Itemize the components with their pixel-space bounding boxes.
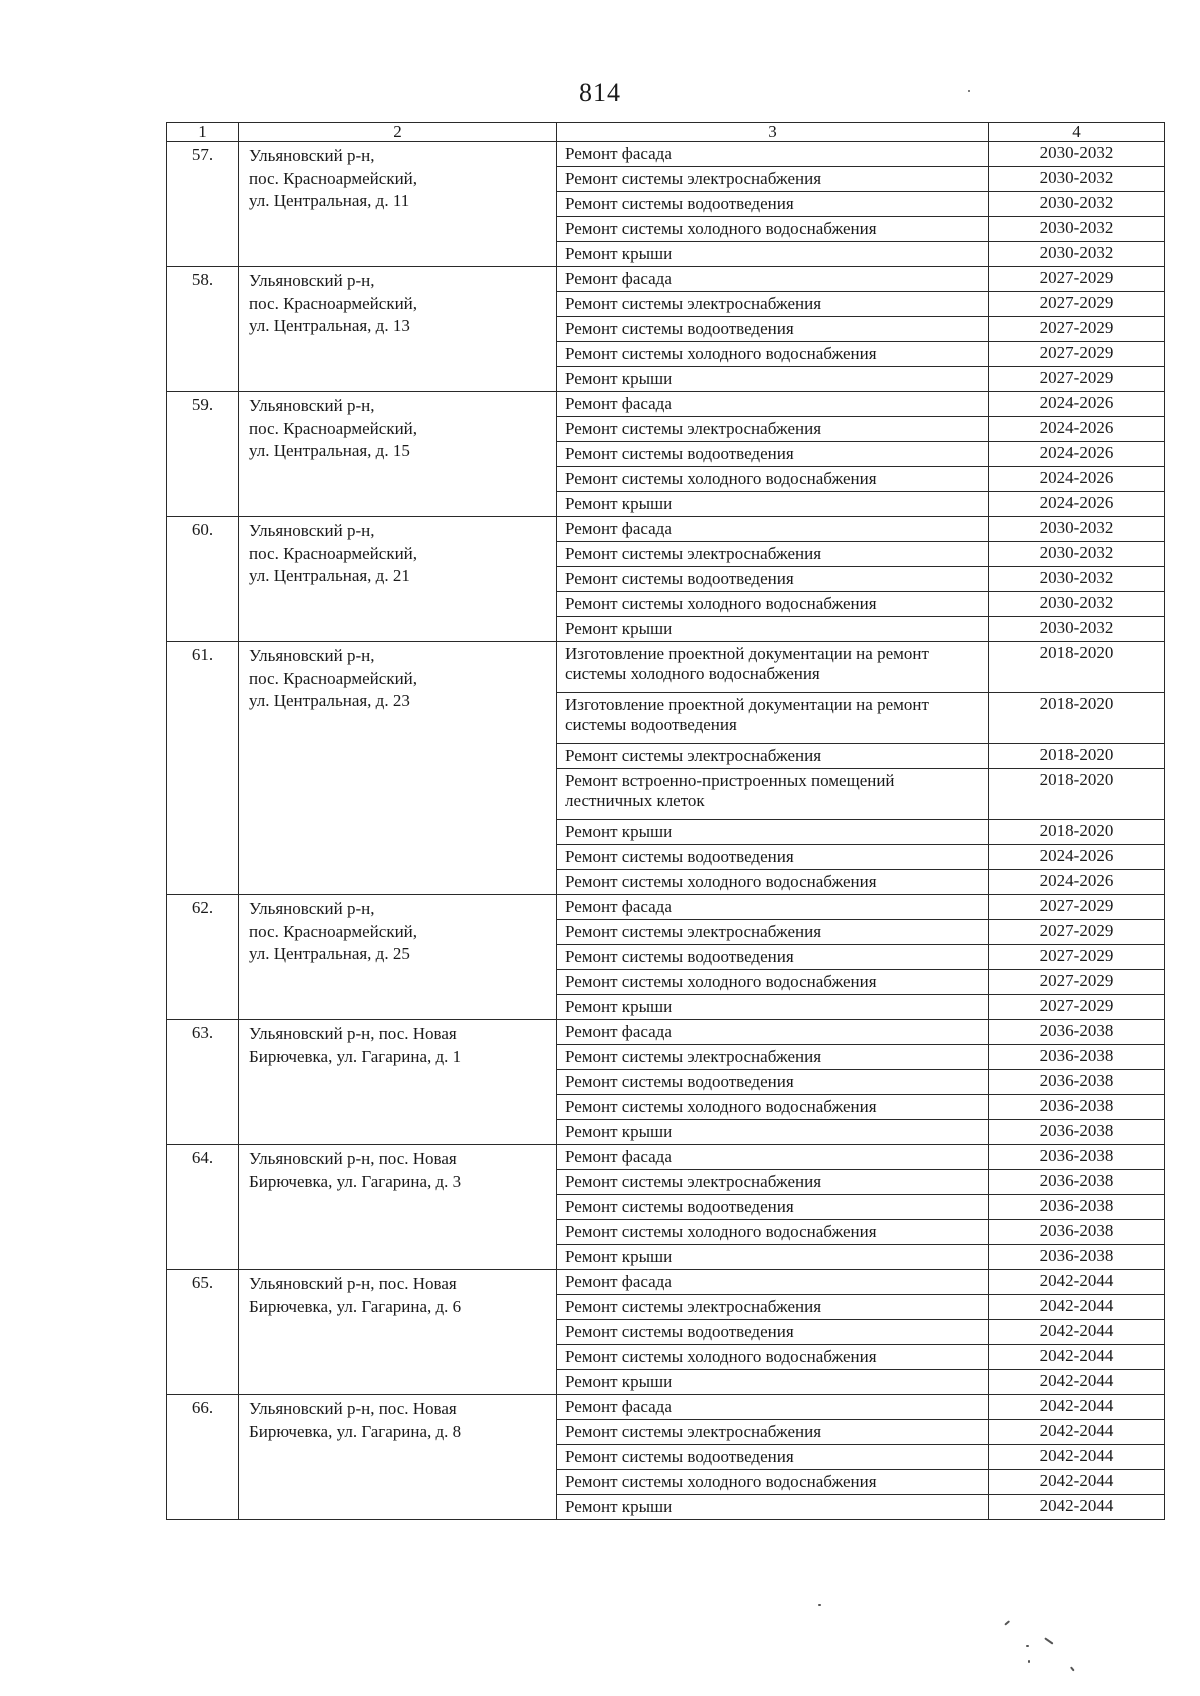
work-type: Ремонт системы холодного водоснабжения — [557, 1220, 989, 1245]
scan-speck — [968, 90, 970, 92]
repair-period: 2042-2044 — [989, 1270, 1165, 1295]
work-type: Ремонт фасада — [557, 1395, 989, 1420]
repair-period: 2024-2026 — [989, 417, 1165, 442]
repair-period: 2036-2038 — [989, 1145, 1165, 1170]
address-line: пос. Красноармейский, — [249, 168, 418, 188]
work-type: Ремонт системы холодного водоснабжения — [557, 342, 989, 367]
address-cell — [239, 895, 557, 1020]
work-type: Ремонт системы электроснабжения — [557, 1170, 989, 1195]
repair-period: 2042-2044 — [989, 1370, 1165, 1395]
table-row — [167, 267, 1165, 292]
repair-period: 2036-2038 — [989, 1020, 1165, 1045]
work-type: Ремонт крыши — [557, 1245, 989, 1270]
work-type: Ремонт системы электроснабжения — [557, 1045, 989, 1070]
address-line: Ульяновский р-н, пос. Новая — [249, 1399, 457, 1418]
repair-period: 2024-2026 — [989, 442, 1165, 467]
work-type: Ремонт фасада — [557, 267, 989, 292]
work-type: Ремонт системы водоотведения — [557, 192, 989, 217]
address-line: Ульяновский р-н, пос. Новая — [249, 1274, 457, 1293]
repair-period: 2027-2029 — [989, 317, 1165, 342]
repair-period: 2042-2044 — [989, 1345, 1165, 1370]
repair-period: 2036-2038 — [989, 1220, 1165, 1245]
item-number: 60. — [167, 517, 239, 642]
work-type: Ремонт системы электроснабжения — [557, 417, 989, 442]
work-type: Ремонт системы холодного водоснабжения — [557, 217, 989, 242]
address-line: Ульяновский р-н, — [249, 899, 375, 918]
repair-period: 2036-2038 — [989, 1070, 1165, 1095]
repair-period: 2036-2038 — [989, 1045, 1165, 1070]
address-line: ул. Центральная, д. 13 — [249, 316, 410, 335]
repair-period: 2042-2044 — [989, 1420, 1165, 1445]
work-type: Ремонт системы электроснабжения — [557, 542, 989, 567]
work-type: Ремонт системы водоотведения — [557, 567, 989, 592]
work-type: Ремонт крыши — [557, 367, 989, 392]
work-type: Ремонт фасада — [557, 1020, 989, 1045]
repair-period: 2024-2026 — [989, 870, 1165, 895]
work-type: Ремонт фасада — [557, 895, 989, 920]
scan-speck — [1070, 1666, 1074, 1671]
repair-period: 2030-2032 — [989, 142, 1165, 167]
work-type: Ремонт системы холодного водоснабжения — [557, 1470, 989, 1495]
address-cell — [239, 1395, 557, 1520]
scan-speck — [1026, 1645, 1029, 1647]
work-type: Ремонт системы электроснабжения — [557, 744, 989, 769]
work-type: Ремонт системы электроснабжения — [557, 167, 989, 192]
address-cell — [239, 642, 557, 895]
work-type: Ремонт системы водоотведения — [557, 1195, 989, 1220]
work-type: Ремонт фасада — [557, 142, 989, 167]
repair-period: 2042-2044 — [989, 1295, 1165, 1320]
work-type: Ремонт фасада — [557, 517, 989, 542]
item-number: 66. — [167, 1395, 239, 1520]
work-type: Изготовление проектной документации на ремонт системы холодного водоснабжения — [557, 642, 989, 693]
item-number: 65. — [167, 1270, 239, 1395]
repair-period: 2042-2044 — [989, 1395, 1165, 1420]
work-type: Ремонт крыши — [557, 242, 989, 267]
header-row — [167, 123, 1165, 142]
item-number: 63. — [167, 1020, 239, 1145]
address-cell — [239, 1270, 557, 1395]
work-type: Ремонт фасада — [557, 1145, 989, 1170]
table-row — [167, 142, 1165, 167]
table-row — [167, 517, 1165, 542]
repair-period: 2027-2029 — [989, 970, 1165, 995]
work-type: Ремонт крыши — [557, 1120, 989, 1145]
address-line: пос. Красноармейский, — [249, 543, 418, 563]
repair-period: 2018-2020 — [989, 820, 1165, 845]
repair-period: 2024-2026 — [989, 392, 1165, 417]
work-type: Ремонт крыши — [557, 1495, 989, 1520]
address-line: ул. Центральная, д. 23 — [249, 691, 410, 710]
repair-period: 2030-2032 — [989, 592, 1165, 617]
address-line: пос. Красноармейский, — [249, 921, 418, 941]
repair-period: 2027-2029 — [989, 267, 1165, 292]
address-line: Бирючевка, ул. Гагарина, д. 1 — [249, 1046, 462, 1066]
item-number: 62. — [167, 895, 239, 1020]
work-type: Ремонт системы водоотведения — [557, 1070, 989, 1095]
header-col-2: 2 — [239, 123, 557, 142]
address-cell — [239, 267, 557, 392]
address-line: Бирючевка, ул. Гагарина, д. 3 — [249, 1171, 462, 1191]
address-line: Ульяновский р-н, — [249, 271, 375, 290]
repair-period: 2018-2020 — [989, 693, 1165, 744]
address-cell — [239, 517, 557, 642]
work-type: Ремонт системы холодного водоснабжения — [557, 1095, 989, 1120]
work-type: Ремонт системы электроснабжения — [557, 1295, 989, 1320]
address-line: Ульяновский р-н, пос. Новая — [249, 1149, 457, 1168]
repair-period: 2042-2044 — [989, 1495, 1165, 1520]
address-cell — [239, 1145, 557, 1270]
work-type: Ремонт системы холодного водоснабжения — [557, 592, 989, 617]
repair-schedule-table — [166, 122, 1165, 1520]
work-type: Изготовление проектной документации на ремонт системы водоотведения — [557, 693, 989, 744]
item-number: 58. — [167, 267, 239, 392]
address-line: Ульяновский р-н, пос. Новая — [249, 1024, 457, 1043]
work-type: Ремонт системы холодного водоснабжения — [557, 870, 989, 895]
address-cell — [239, 142, 557, 267]
work-type: Ремонт встроенно-пристроенных помещений лестничных клеток — [557, 769, 989, 820]
repair-period: 2030-2032 — [989, 567, 1165, 592]
address-line: пос. Красноармейский, — [249, 418, 418, 438]
address-line: ул. Центральная, д. 25 — [249, 944, 410, 963]
repair-period: 2036-2038 — [989, 1195, 1165, 1220]
work-type: Ремонт системы электроснабжения — [557, 292, 989, 317]
table-row — [167, 1145, 1165, 1170]
work-type: Ремонт крыши — [557, 617, 989, 642]
repair-period: 2030-2032 — [989, 242, 1165, 267]
work-type: Ремонт крыши — [557, 820, 989, 845]
address-line: ул. Центральная, д. 11 — [249, 191, 410, 210]
address-line: пос. Красноармейский, — [249, 293, 418, 313]
scan-speck — [818, 1604, 821, 1606]
repair-period: 2018-2020 — [989, 642, 1165, 693]
repair-period: 2030-2032 — [989, 167, 1165, 192]
work-type: Ремонт системы водоотведения — [557, 317, 989, 342]
work-type: Ремонт системы холодного водоснабжения — [557, 970, 989, 995]
table-row — [167, 642, 1165, 693]
address-line: Ульяновский р-н, — [249, 646, 375, 665]
item-number: 59. — [167, 392, 239, 517]
address-line: ул. Центральная, д. 15 — [249, 441, 410, 460]
address-line: Ульяновский р-н, — [249, 521, 375, 540]
table-row — [167, 895, 1165, 920]
address-line: Бирючевка, ул. Гагарина, д. 6 — [249, 1296, 462, 1316]
table-row — [167, 1270, 1165, 1295]
repair-period: 2036-2038 — [989, 1170, 1165, 1195]
repair-period: 2024-2026 — [989, 492, 1165, 517]
repair-period: 2042-2044 — [989, 1470, 1165, 1495]
work-type: Ремонт системы водоотведения — [557, 1445, 989, 1470]
repair-period: 2027-2029 — [989, 367, 1165, 392]
repair-period: 2030-2032 — [989, 217, 1165, 242]
address-line: Бирючевка, ул. Гагарина, д. 8 — [249, 1421, 462, 1441]
repair-period: 2042-2044 — [989, 1320, 1165, 1345]
repair-period: 2036-2038 — [989, 1245, 1165, 1270]
address-line: Ульяновский р-н, — [249, 146, 375, 165]
repair-period: 2027-2029 — [989, 995, 1165, 1020]
header-col-1: 1 — [167, 123, 239, 142]
work-type: Ремонт системы водоотведения — [557, 845, 989, 870]
work-type: Ремонт системы водоотведения — [557, 1320, 989, 1345]
repair-period: 2018-2020 — [989, 769, 1165, 820]
work-type: Ремонт фасада — [557, 392, 989, 417]
item-number: 64. — [167, 1145, 239, 1270]
work-type: Ремонт крыши — [557, 492, 989, 517]
work-type: Ремонт крыши — [557, 995, 989, 1020]
page-number: 814 — [579, 78, 621, 107]
scan-speck — [1028, 1660, 1030, 1663]
repair-period: 2027-2029 — [989, 945, 1165, 970]
repair-period: 2027-2029 — [989, 292, 1165, 317]
header-col-3: 3 — [557, 123, 989, 142]
item-number: 57. — [167, 142, 239, 267]
address-line: пос. Красноармейский, — [249, 668, 418, 688]
table-body — [167, 142, 1165, 1520]
repair-period: 2027-2029 — [989, 895, 1165, 920]
repair-period: 2030-2032 — [989, 617, 1165, 642]
item-number: 61. — [167, 642, 239, 895]
repair-period: 2030-2032 — [989, 542, 1165, 567]
address-cell — [239, 392, 557, 517]
work-type: Ремонт фасада — [557, 1270, 989, 1295]
table-row — [167, 1395, 1165, 1420]
repair-period: 2018-2020 — [989, 744, 1165, 769]
work-type: Ремонт крыши — [557, 1370, 989, 1395]
address-line: ул. Центральная, д. 21 — [249, 566, 410, 585]
repair-period: 2036-2038 — [989, 1120, 1165, 1145]
repair-period: 2030-2032 — [989, 517, 1165, 542]
repair-period: 2027-2029 — [989, 920, 1165, 945]
address-cell — [239, 1020, 557, 1145]
work-type: Ремонт системы водоотведения — [557, 442, 989, 467]
repair-period: 2042-2044 — [989, 1445, 1165, 1470]
table-row — [167, 392, 1165, 417]
work-type: Ремонт системы холодного водоснабжения — [557, 467, 989, 492]
scan-speck — [1044, 1637, 1053, 1644]
repair-period: 2024-2026 — [989, 845, 1165, 870]
work-type: Ремонт системы электроснабжения — [557, 920, 989, 945]
header-col-4: 4 — [989, 123, 1165, 142]
work-type: Ремонт системы электроснабжения — [557, 1420, 989, 1445]
repair-period: 2030-2032 — [989, 192, 1165, 217]
table-header — [167, 123, 1165, 142]
address-line: Ульяновский р-н, — [249, 396, 375, 415]
repair-period: 2027-2029 — [989, 342, 1165, 367]
work-type: Ремонт системы холодного водоснабжения — [557, 1345, 989, 1370]
repair-period: 2024-2026 — [989, 467, 1165, 492]
scan-speck — [1004, 1620, 1010, 1625]
table-row — [167, 1020, 1165, 1045]
work-type: Ремонт системы водоотведения — [557, 945, 989, 970]
repair-period: 2036-2038 — [989, 1095, 1165, 1120]
